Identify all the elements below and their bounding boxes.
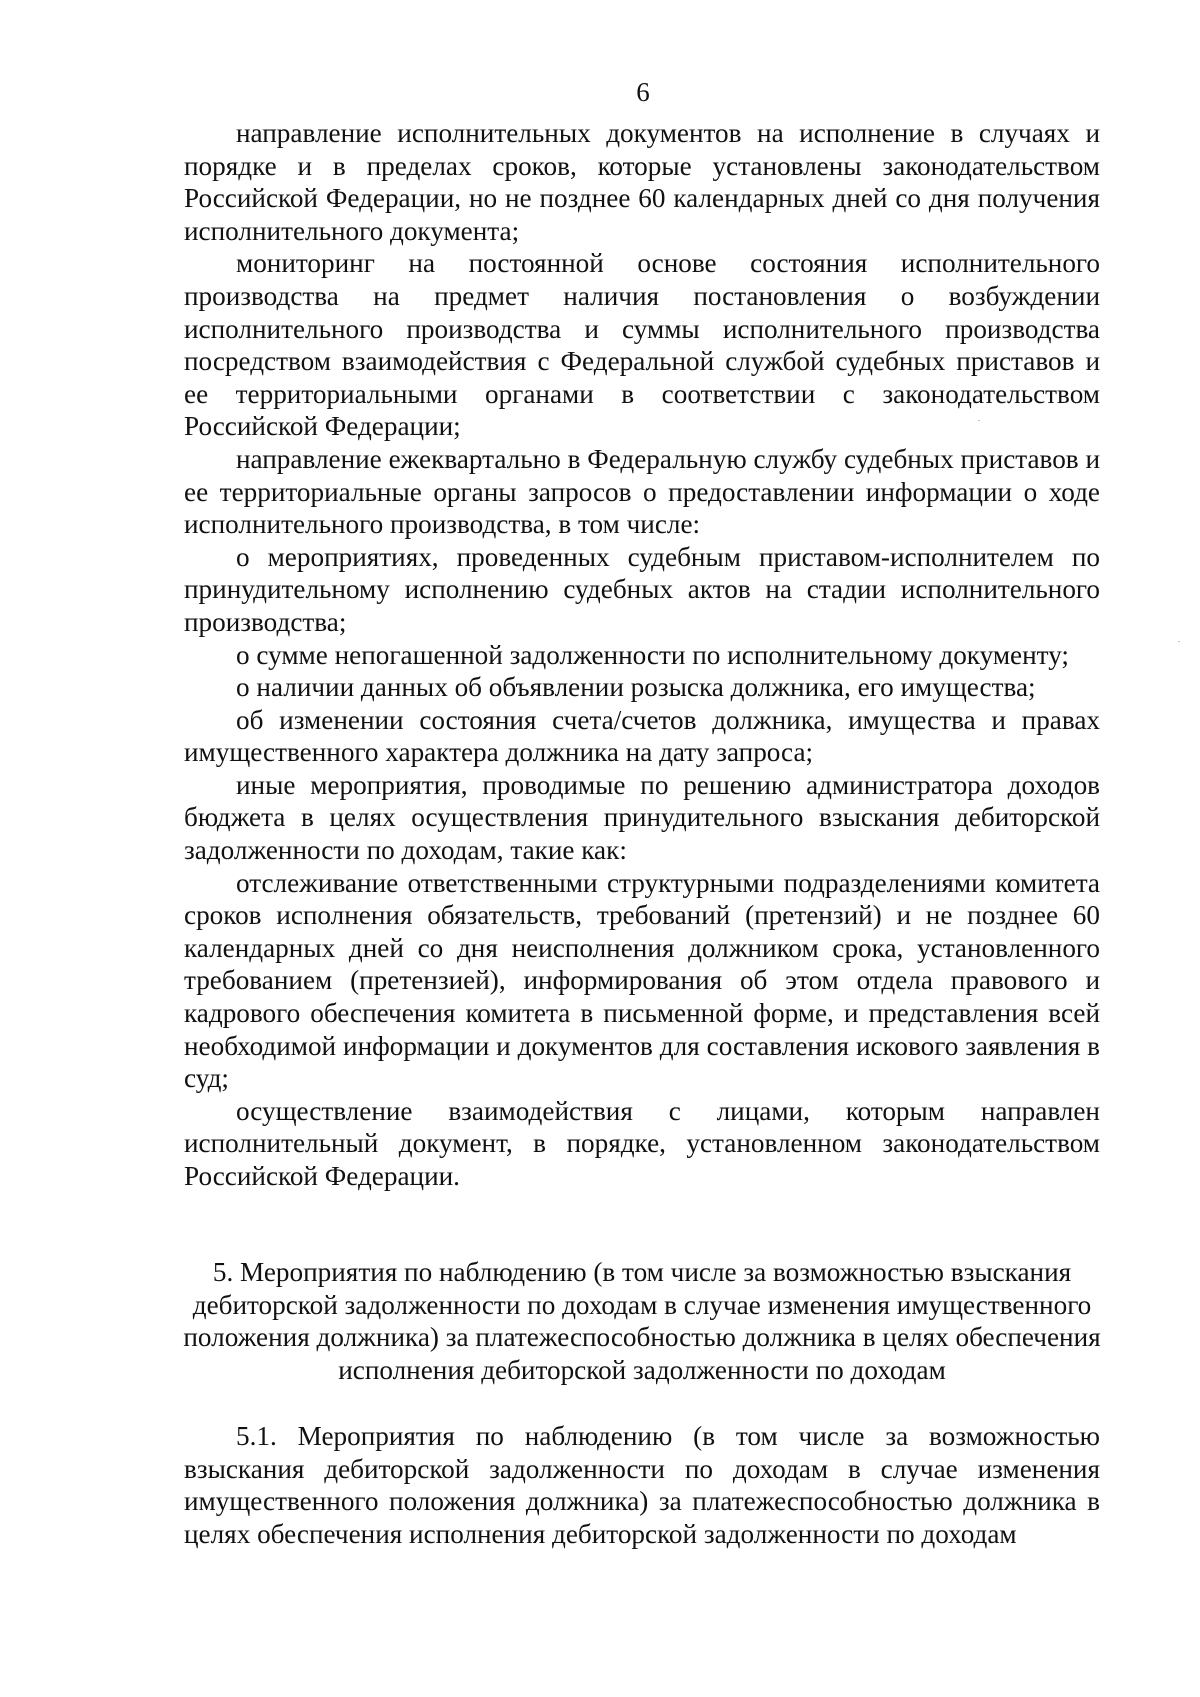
paragraph-account-changes: об изменении состояния счета/счетов должника, имущества и правах имущественного характера должника на дату запроса; [184,704,1100,768]
paragraph-interaction: осуществление взаимодействия с лицами, которым направлен исполнительный документ, в порядке, установленном законодательством Российской Федерации. [184,1095,1100,1191]
page-number: 6 [636,77,650,107]
scan-speck [1178,641,1180,642]
paragraph-bailiff-actions: о мероприятиях, проведенных судебным приставом-исполнителем по принудительному исполнению судебных актов на стадии исполнительного производства; [184,541,1100,637]
scan-speck [978,420,980,421]
paragraph-tracking-deadlines: отслеживание ответственными структурными подразделениями комитета сроков исполнения обязательств, требований (претензий) и не позднее 60 календарных дней со дня неисполнения должником срока, установленного требованием (претензией), информирования об этом отдела правового и кадрового обеспечения комитета в письменной форме, и представления всей необходимой информации и документов для составления искового заявления в суд; [184,867,1100,1094]
body-text [184,117,1100,1193]
paragraph-debtor-search: о наличии данных об объявлении розыска должника, его имущества; [236,672,1036,703]
paragraph-quarterly-requests: направление ежеквартально в Федеральную службу судебных приставов и ее территориальные органы запросов о предоставлении информации о ходе исполнительного производства, в том числе: [184,443,1100,540]
paragraph-monitoring: мониторинг на постоянной основе состояния исполнительного производства на предмет наличия постановления о возбуждении исполнительного производства и суммы исполнительного производства посредством взаимодействия с Федеральной службой судебных приставов и ее территориальными органами в соответствии с законодательством Российской Федерации; [184,248,1100,442]
subsection-paragraph: 5.1. Мероприятия по наблюдению (в том числе за возможностью взыскания дебиторской задолженности по доходам в случае изменения имущественного положения должника) за платежеспособностью должника в целях обеспечения исполнения дебиторской задолженности по доходам [184,1421,1100,1549]
paragraph-enforcement-documents: направление исполнительных документов на исполнение в случаях и порядке и в пределах сроков, которые установлены законодательством Российской Федерации, но не позднее 60 календарных дней со дня получения исполнительного документа; [184,118,1100,246]
paragraph-outstanding-debt: о сумме непогашенной задолженности по исполнительному документу; [236,639,1069,670]
paragraph-other-measures: иные мероприятия, проводимые по решению администратора доходов бюджета в целях осуществления принудительного взыскания дебиторской задолженности по доходам, такие как: [184,769,1100,866]
section-heading: 5. Мероприятия по наблюдению (в том числе за возможностью взыскания дебиторской задолженности по доходам в случае изменения имущественного положения должника) за платежеспособностью должника в целях обеспечения исполнения дебиторской задолженности по доходам [183,1257,1101,1385]
